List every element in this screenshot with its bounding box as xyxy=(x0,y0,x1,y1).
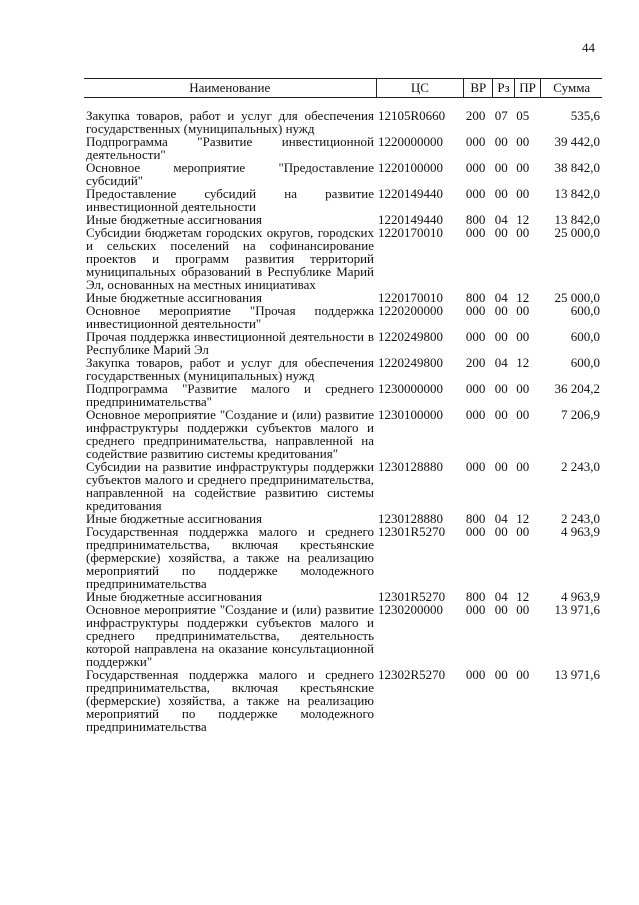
cell-vr: 000 xyxy=(465,459,486,474)
table-row xyxy=(84,226,602,291)
cell-rz: 00 xyxy=(494,225,508,240)
table-row xyxy=(84,135,602,161)
cell-name: Государственная поддержка малого и среднего предпринимательства, включая крестьянские (фермерские) хозяйства, а также на реализацию мероприятий по поддержке молодежного предпринимательства xyxy=(86,524,374,591)
cell-pr: 00 xyxy=(516,667,530,682)
cell-pr: 00 xyxy=(516,160,530,175)
cell-name: Подпрограмма "Развитие малого и среднего предпринимательства" xyxy=(86,381,374,409)
cell-sum: 38 842,0 xyxy=(554,160,600,175)
cell-cs: 1220249800 xyxy=(378,355,443,370)
cell-sum: 13 971,6 xyxy=(554,602,600,617)
header-name: Наименование xyxy=(84,79,376,98)
cell-name: Подпрограмма "Развитие инвестиционной деятельности" xyxy=(86,134,374,162)
table-row xyxy=(84,98,602,136)
cell-cs: 12105R0660 xyxy=(378,108,446,123)
cell-sum: 13 842,0 xyxy=(554,186,600,201)
table-row xyxy=(84,382,602,408)
cell-rz: 04 xyxy=(494,290,508,305)
cell-name: Иные бюджетные ассигнования xyxy=(86,212,263,227)
cell-cs: 1230100000 xyxy=(378,407,443,422)
cell-sum: 25 000,0 xyxy=(554,290,600,305)
cell-cs: 12301R5270 xyxy=(378,524,446,539)
cell-pr: 00 xyxy=(516,381,530,396)
cell-name: Основное мероприятие "Создание и (или) развитие инфраструктуры поддержки субъектов малого и среднего предпринимательства, деятельность которой направлена на оказание консультационной поддержки" xyxy=(86,602,374,669)
cell-sum: 600,0 xyxy=(570,355,600,370)
cell-pr: 00 xyxy=(516,329,530,344)
cell-vr: 000 xyxy=(465,134,486,149)
cell-pr: 12 xyxy=(516,589,530,604)
cell-rz: 00 xyxy=(494,602,508,617)
cell-vr: 000 xyxy=(465,381,486,396)
page-number: 44 xyxy=(582,40,595,55)
cell-cs: 1220170010 xyxy=(378,290,443,305)
table-row xyxy=(84,603,602,668)
cell-pr: 00 xyxy=(516,134,530,149)
cell-name: Иные бюджетные ассигнования xyxy=(86,511,263,526)
cell-rz: 00 xyxy=(494,186,508,201)
cell-rz: 04 xyxy=(494,589,508,604)
cell-sum: 600,0 xyxy=(570,329,600,344)
cell-pr: 05 xyxy=(516,108,530,123)
cell-cs: 12302R5270 xyxy=(378,667,446,682)
cell-vr: 000 xyxy=(465,407,486,422)
cell-name: Основное мероприятие "Прочая поддержка инвестиционной деятельности" xyxy=(86,303,374,331)
header-cs: ЦС xyxy=(376,79,464,98)
cell-pr: 00 xyxy=(516,459,530,474)
header-vr: ВР xyxy=(464,79,493,98)
table-row xyxy=(84,330,602,356)
header-sum: Сумма xyxy=(541,79,602,98)
cell-vr: 000 xyxy=(465,524,486,539)
cell-pr: 00 xyxy=(516,225,530,240)
cell-cs: 1220000000 xyxy=(378,134,443,149)
table-row xyxy=(84,161,602,187)
cell-vr: 800 xyxy=(465,589,486,604)
cell-name: Субсидии на развитие инфраструктуры поддержки субъектов малого и среднего предпринимательства, направленной на содействие развитию системы кредитования xyxy=(86,459,374,513)
cell-pr: 12 xyxy=(516,355,530,370)
cell-vr: 000 xyxy=(465,602,486,617)
cell-vr: 000 xyxy=(465,225,486,240)
cell-cs: 1220200000 xyxy=(378,303,443,318)
cell-vr: 000 xyxy=(465,667,486,682)
cell-rz: 04 xyxy=(494,212,508,227)
cell-vr: 200 xyxy=(465,108,486,123)
cell-pr: 12 xyxy=(516,212,530,227)
table-header xyxy=(84,79,602,98)
cell-sum: 7 206,9 xyxy=(561,407,600,422)
cell-vr: 000 xyxy=(465,160,486,175)
cell-name: Основное мероприятие "Предоставление субсидий" xyxy=(86,160,374,188)
table-row xyxy=(84,525,602,590)
cell-rz: 00 xyxy=(494,329,508,344)
table-row xyxy=(84,668,602,733)
header-rz: Рз xyxy=(493,79,514,98)
cell-cs: 1230128880 xyxy=(378,459,443,474)
cell-name: Закупка товаров, работ и услуг для обеспечения государственных (муниципальных) нужд xyxy=(86,108,374,136)
cell-rz: 00 xyxy=(494,407,508,422)
cell-rz: 04 xyxy=(494,511,508,526)
cell-rz: 00 xyxy=(494,303,508,318)
cell-rz: 07 xyxy=(494,108,508,123)
cell-sum: 25 000,0 xyxy=(554,225,600,240)
cell-name: Субсидии бюджетам городских округов, городских и сельских поселений на софинансирование проектов и программ развития территорий муниципальных образований в Республике Марий Эл, основанных на местных инициативах xyxy=(86,225,374,292)
cell-sum: 13 971,6 xyxy=(554,667,600,682)
cell-cs: 1220149440 xyxy=(378,212,443,227)
table-row xyxy=(84,187,602,213)
table-row xyxy=(84,356,602,382)
cell-pr: 00 xyxy=(516,186,530,201)
cell-cs: 1230000000 xyxy=(378,381,443,396)
cell-vr: 000 xyxy=(465,186,486,201)
cell-cs: 12301R5270 xyxy=(378,589,446,604)
table-body xyxy=(84,98,602,734)
table-row xyxy=(84,408,602,460)
cell-cs: 1220100000 xyxy=(378,160,443,175)
cell-cs: 1220249800 xyxy=(378,329,443,344)
cell-vr: 800 xyxy=(465,290,486,305)
cell-rz: 00 xyxy=(494,459,508,474)
cell-rz: 00 xyxy=(494,134,508,149)
cell-name: Иные бюджетные ассигнования xyxy=(86,290,263,305)
cell-vr: 200 xyxy=(465,355,486,370)
cell-pr: 00 xyxy=(516,524,530,539)
cell-rz: 00 xyxy=(494,524,508,539)
cell-name: Закупка товаров, работ и услуг для обеспечения государственных (муниципальных) нужд xyxy=(86,355,374,383)
table-row xyxy=(84,304,602,330)
cell-pr: 12 xyxy=(516,511,530,526)
cell-pr: 00 xyxy=(516,303,530,318)
cell-vr: 800 xyxy=(465,212,486,227)
cell-vr: 800 xyxy=(465,511,486,526)
cell-cs: 1220149440 xyxy=(378,186,443,201)
cell-pr: 00 xyxy=(516,602,530,617)
cell-vr: 000 xyxy=(465,303,486,318)
cell-cs: 1220170010 xyxy=(378,225,443,240)
cell-sum: 39 442,0 xyxy=(554,134,600,149)
cell-pr: 12 xyxy=(516,290,530,305)
cell-sum: 4 963,9 xyxy=(561,524,600,539)
cell-name: Прочая поддержка инвестиционной деятельности в Республике Марий Эл xyxy=(86,329,374,357)
cell-sum: 36 204,2 xyxy=(554,381,600,396)
cell-sum: 2 243,0 xyxy=(561,459,600,474)
cell-sum: 535,6 xyxy=(570,108,600,123)
cell-name: Государственная поддержка малого и среднего предпринимательства, включая крестьянские (фермерские) хозяйства, а также на реализацию мероприятий по поддержке молодежного предпринимательства xyxy=(86,667,374,734)
cell-rz: 04 xyxy=(494,355,508,370)
cell-sum: 4 963,9 xyxy=(561,589,600,604)
cell-name: Иные бюджетные ассигнования xyxy=(86,589,263,604)
cell-pr: 00 xyxy=(516,407,530,422)
cell-rz: 00 xyxy=(494,381,508,396)
table-row xyxy=(84,460,602,512)
cell-cs: 1230200000 xyxy=(378,602,443,617)
cell-sum: 13 842,0 xyxy=(554,212,600,227)
budget-table xyxy=(84,78,602,733)
header-row xyxy=(84,79,602,98)
cell-vr: 000 xyxy=(465,329,486,344)
header-pr: ПР xyxy=(514,79,541,98)
cell-sum: 600,0 xyxy=(570,303,600,318)
cell-name: Предоставление субсидий на развитие инвестиционной деятельности xyxy=(86,186,374,214)
cell-name: Основное мероприятие "Создание и (или) развитие инфраструктуры поддержки субъектов малого и среднего предпринимательства, направленной на содействие развитию системы кредитования" xyxy=(86,407,374,461)
cell-rz: 00 xyxy=(494,160,508,175)
cell-rz: 00 xyxy=(494,667,508,682)
cell-cs: 1230128880 xyxy=(378,511,443,526)
cell-sum: 2 243,0 xyxy=(561,511,600,526)
